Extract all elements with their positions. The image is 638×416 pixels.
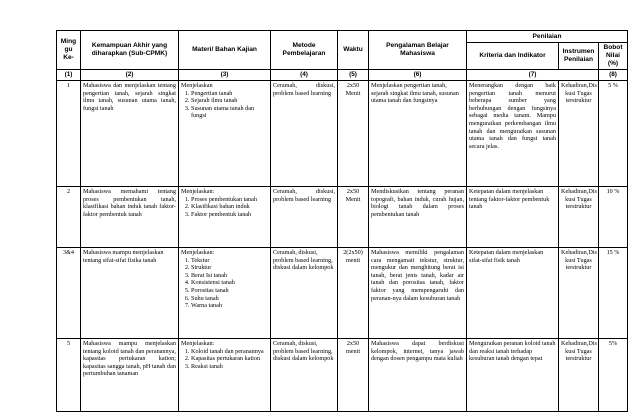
cell-materi [179,81,271,187]
cell-kriteria: Ketepatan dalam menjelaskan sifat-sifat fisik tanah [467,248,559,339]
materi-item: 4. Konsistensi tanah [191,279,268,287]
header-minggu: Ming gu Ke- [57,31,81,70]
materi-item: 1. Tekstur [191,257,268,265]
header-waktu: Waktu [338,31,369,70]
cell-waktu: 2x50 menit [338,339,369,412]
header-penilaian: Penilaian [467,31,628,43]
cell-week: 1 [57,81,81,187]
cell-pengalaman: Mahasiswa memiliki pengalaman cara mengamati tekstur, struktur, mengukur dan menghitung berat isi tanah, berat jenis tanah, kadar air tanah dan porositas tanah, faktor faktor yang mempengaruhi dan peranan-nya dalam kesuburan tanah [369,248,467,339]
col-num: (4) [271,70,338,81]
materi-item: 2. Kapasitas pertukaran kation [191,355,268,363]
materi-title: Menjelaskan [181,82,213,89]
column-number-row [57,70,628,81]
materi-title: Menjelaskan: [181,249,215,256]
cell-week: 2 [57,187,81,248]
table-row [57,187,628,248]
materi-list [181,348,268,371]
cell-kemampuan: Mahasiswa memahami tentang proses pembentukan tanah, klasifikasi bahan induk tanah faktor-faktor pembentuk tanah [81,187,179,248]
materi-title: Menjelaskan: [181,188,215,195]
header-bobot: Bobot Nilai (%) [599,43,628,70]
cell-bobot: 5 % [599,81,628,187]
materi-item: 5. Porositas tanah [191,287,268,295]
materi-item: 1. Proses pembentukan tanah [191,196,268,204]
cell-kriteria: Ketepatan dalam menjelaskan tentang faktor-faktor pembentuk tanah [467,187,559,248]
materi-item: 1. Koloid tanah dan peranannya [191,348,268,356]
col-num: (8) [599,70,628,81]
cell-materi [179,339,271,412]
cell-kemampuan: Mahasiswa dan menjelaskan tentang pengertian tanah, sejarah singkat ilmu tanah, susunan utama tanah, fungsi tanah [81,81,179,187]
materi-list [181,90,268,120]
header-pengalaman: Pengalaman Belajar Mahasiswa [369,31,467,70]
materi-item: 7. Warna tanah [191,302,268,310]
cell-instrumen: Kehadiran,Dis kusi Tugas terstruktur [559,81,599,187]
col-num: (5) [338,70,369,81]
col-num: (3) [179,70,271,81]
materi-item: 3. Reaksi tanah [191,363,268,371]
materi-item: 1. Pengertian tanah [191,90,268,98]
materi-list [181,257,268,310]
cell-week: 5 [57,339,81,412]
header-kriteria: Kriteria dan Indikator [467,43,559,70]
col-num: (6) [369,70,467,81]
header-instrumen: Instrumen Penilaian [559,43,599,70]
header-kemampuan: Kemampuan Akhir yang diharapkan (Sub-CPMK) [81,31,179,70]
cell-instrumen: Kehadiran,Dis kusi Tugas terstruktur [559,187,599,248]
cell-materi [179,187,271,248]
header-materi: Materi/ Bahan Kajian [179,31,271,70]
materi-title: Menjelaskan: [181,340,215,347]
cell-week: 3&4 [57,248,81,339]
table-row [57,81,628,187]
materi-item: 3. Faktor pembentuk tanah [191,211,268,219]
cell-pengalaman: Mahasiswa dapat berdiskusi kelompok, internet, tanya jawab dengan dosen pengampu mata kuliah [369,339,467,412]
table-row [57,339,628,412]
cell-bobot: 15 % [599,248,628,339]
cell-bobot: 5% [599,339,628,412]
materi-item: 2. Struktur [191,264,268,272]
table-row [57,248,628,339]
cell-waktu: 2(2x50) menit [338,248,369,339]
cell-pengalaman: Mendiskusikan tentang peranan topografi, bahan induk, curah hujan, biologi tanah dalam proses pembentukan tanah [369,187,467,248]
rps-table [56,30,628,412]
cell-materi [179,248,271,339]
cell-metode: Ceramah, diskusi, problem based learning [271,81,338,187]
cell-pengalaman: Menjelaskan pengertian tanah, sejarah singkat ilmu tanah, susunan utama tanah dan fungsinya [369,81,467,187]
cell-bobot: 10 % [599,187,628,248]
col-num: (1) [57,70,81,81]
materi-item: 3. Susunan utama tanah dan fungsi [191,105,268,120]
cell-kemampuan: Mahasiswa mampu menjelaskan tentang koloid tanah dan peranannya, kapasitas pertukaran kation; kapasitas sangga tanah, pH tanah dan pertumbuhan tanaman [81,339,179,412]
col-num: (7) [467,70,599,81]
materi-item: 3. Berat Isi tanah [191,272,268,280]
col-num: (2) [81,70,179,81]
cell-metode: Ceramah, diskusi, problem based learning [271,187,338,248]
cell-metode: Ceramah, diskusi, problem based learning, diskusi dalam kelompok [271,248,338,339]
materi-list [181,196,268,219]
header-row [57,31,628,43]
cell-waktu: 2x50 Menit [338,81,369,187]
cell-waktu: 2x50 Menit [338,187,369,248]
cell-instrumen: Kehadiran,Dis kusi Tugas terstruktur [559,248,599,339]
materi-item: 2. Klasifikasi bahan induk [191,203,268,211]
materi-item: 2. Sejarah ilmu tanah [191,97,268,105]
materi-item: 6. Suhu tanah [191,295,268,303]
cell-metode: Ceramah, diskusi, problem based learning, diskusi dalam kelompok [271,339,338,412]
cell-instrumen: Kehadiran,Dis kusi Tugas terstruktur [559,339,599,412]
header-metode: Metode Pembelajaran [271,31,338,70]
cell-kriteria: Menguraikan peranan koloid tanah dan reaksi tanah terhadap kesuburan tanah dengan tepat [467,339,559,412]
cell-kriteria: Menerangkan dengan baik pengertian tanah menurut beberapa sumber yang berhubungan dengan fungsinya sebagai media tanam. Mampu menguraikan perkembangan ilmu tanah dan menguraikan susunan utama tanah dan fungsi tanah secara jelas. [467,81,559,187]
cell-kemampuan: Mahasiswa mampu menjelaskan tentang sifat-sifat fisika tanah [81,248,179,339]
